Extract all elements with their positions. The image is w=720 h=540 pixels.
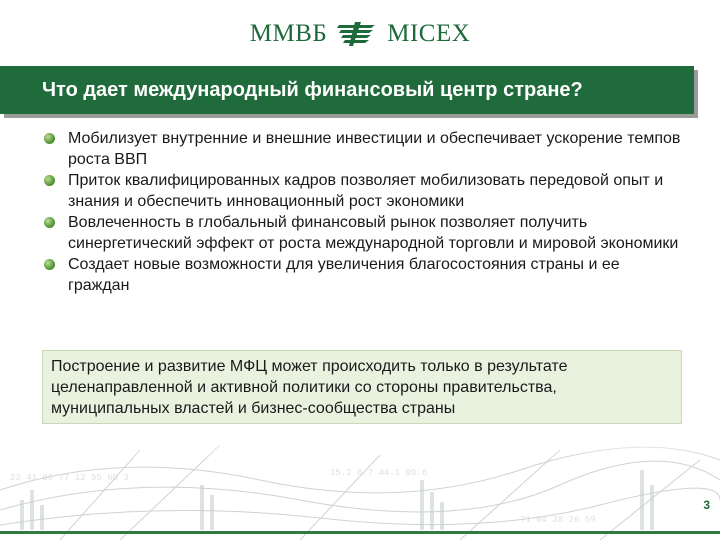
svg-text:15.2 8.7 44.1 09.6: 15.2 8.7 44.1 09.6 [330, 468, 428, 478]
bullet-dot-icon [44, 217, 55, 228]
bullet-dot-icon [44, 133, 55, 144]
bullet-item [44, 128, 684, 170]
logo-right-text: MICEX [387, 20, 471, 47]
title-bar [0, 66, 694, 114]
background-stock-art [0, 430, 720, 540]
bullet-text: Создает новые возможности для увеличения благосостояния страны и ее граждан [68, 256, 620, 294]
slide-title: Что дает международный финансовый центр стране? [42, 78, 583, 101]
note-text: Построение и развитие МФЦ может происходить только в результате целенаправленной и активной политики со стороны правительства, муниципальных властей и бизнес-сообщества страны [51, 358, 568, 417]
page-number: 3 [703, 498, 710, 512]
svg-text:23 41 08 77 12 95 60 3: 23 41 08 77 12 95 60 3 [10, 473, 129, 483]
logo-left-text: ММВБ [249, 20, 328, 47]
header-logo [0, 20, 720, 48]
bullet-item [44, 170, 684, 212]
footer-bar [0, 531, 720, 534]
bullet-text: Вовлеченность в глобальный финансовый рынок позволяет получить синергетический эффект от роста международной торговли и мировой экономики [68, 214, 679, 252]
bullet-dot-icon [44, 259, 55, 270]
bullet-item [44, 254, 684, 296]
bullet-list [44, 128, 684, 296]
bullet-item [44, 212, 684, 254]
bullet-text: Приток квалифицированных кадров позволяет мобилизовать передовой опыт и знания и обеспечить инновационный рост экономики [68, 172, 664, 210]
note-box [42, 350, 682, 424]
bullet-text: Мобилизует внутренние и внешние инвестиции и обеспечивает ускорение темпов роста ВВП [68, 130, 681, 168]
micex-wings-icon [335, 22, 379, 46]
bullet-dot-icon [44, 175, 55, 186]
svg-text:71 04 38 26 59: 71 04 38 26 59 [520, 515, 596, 525]
